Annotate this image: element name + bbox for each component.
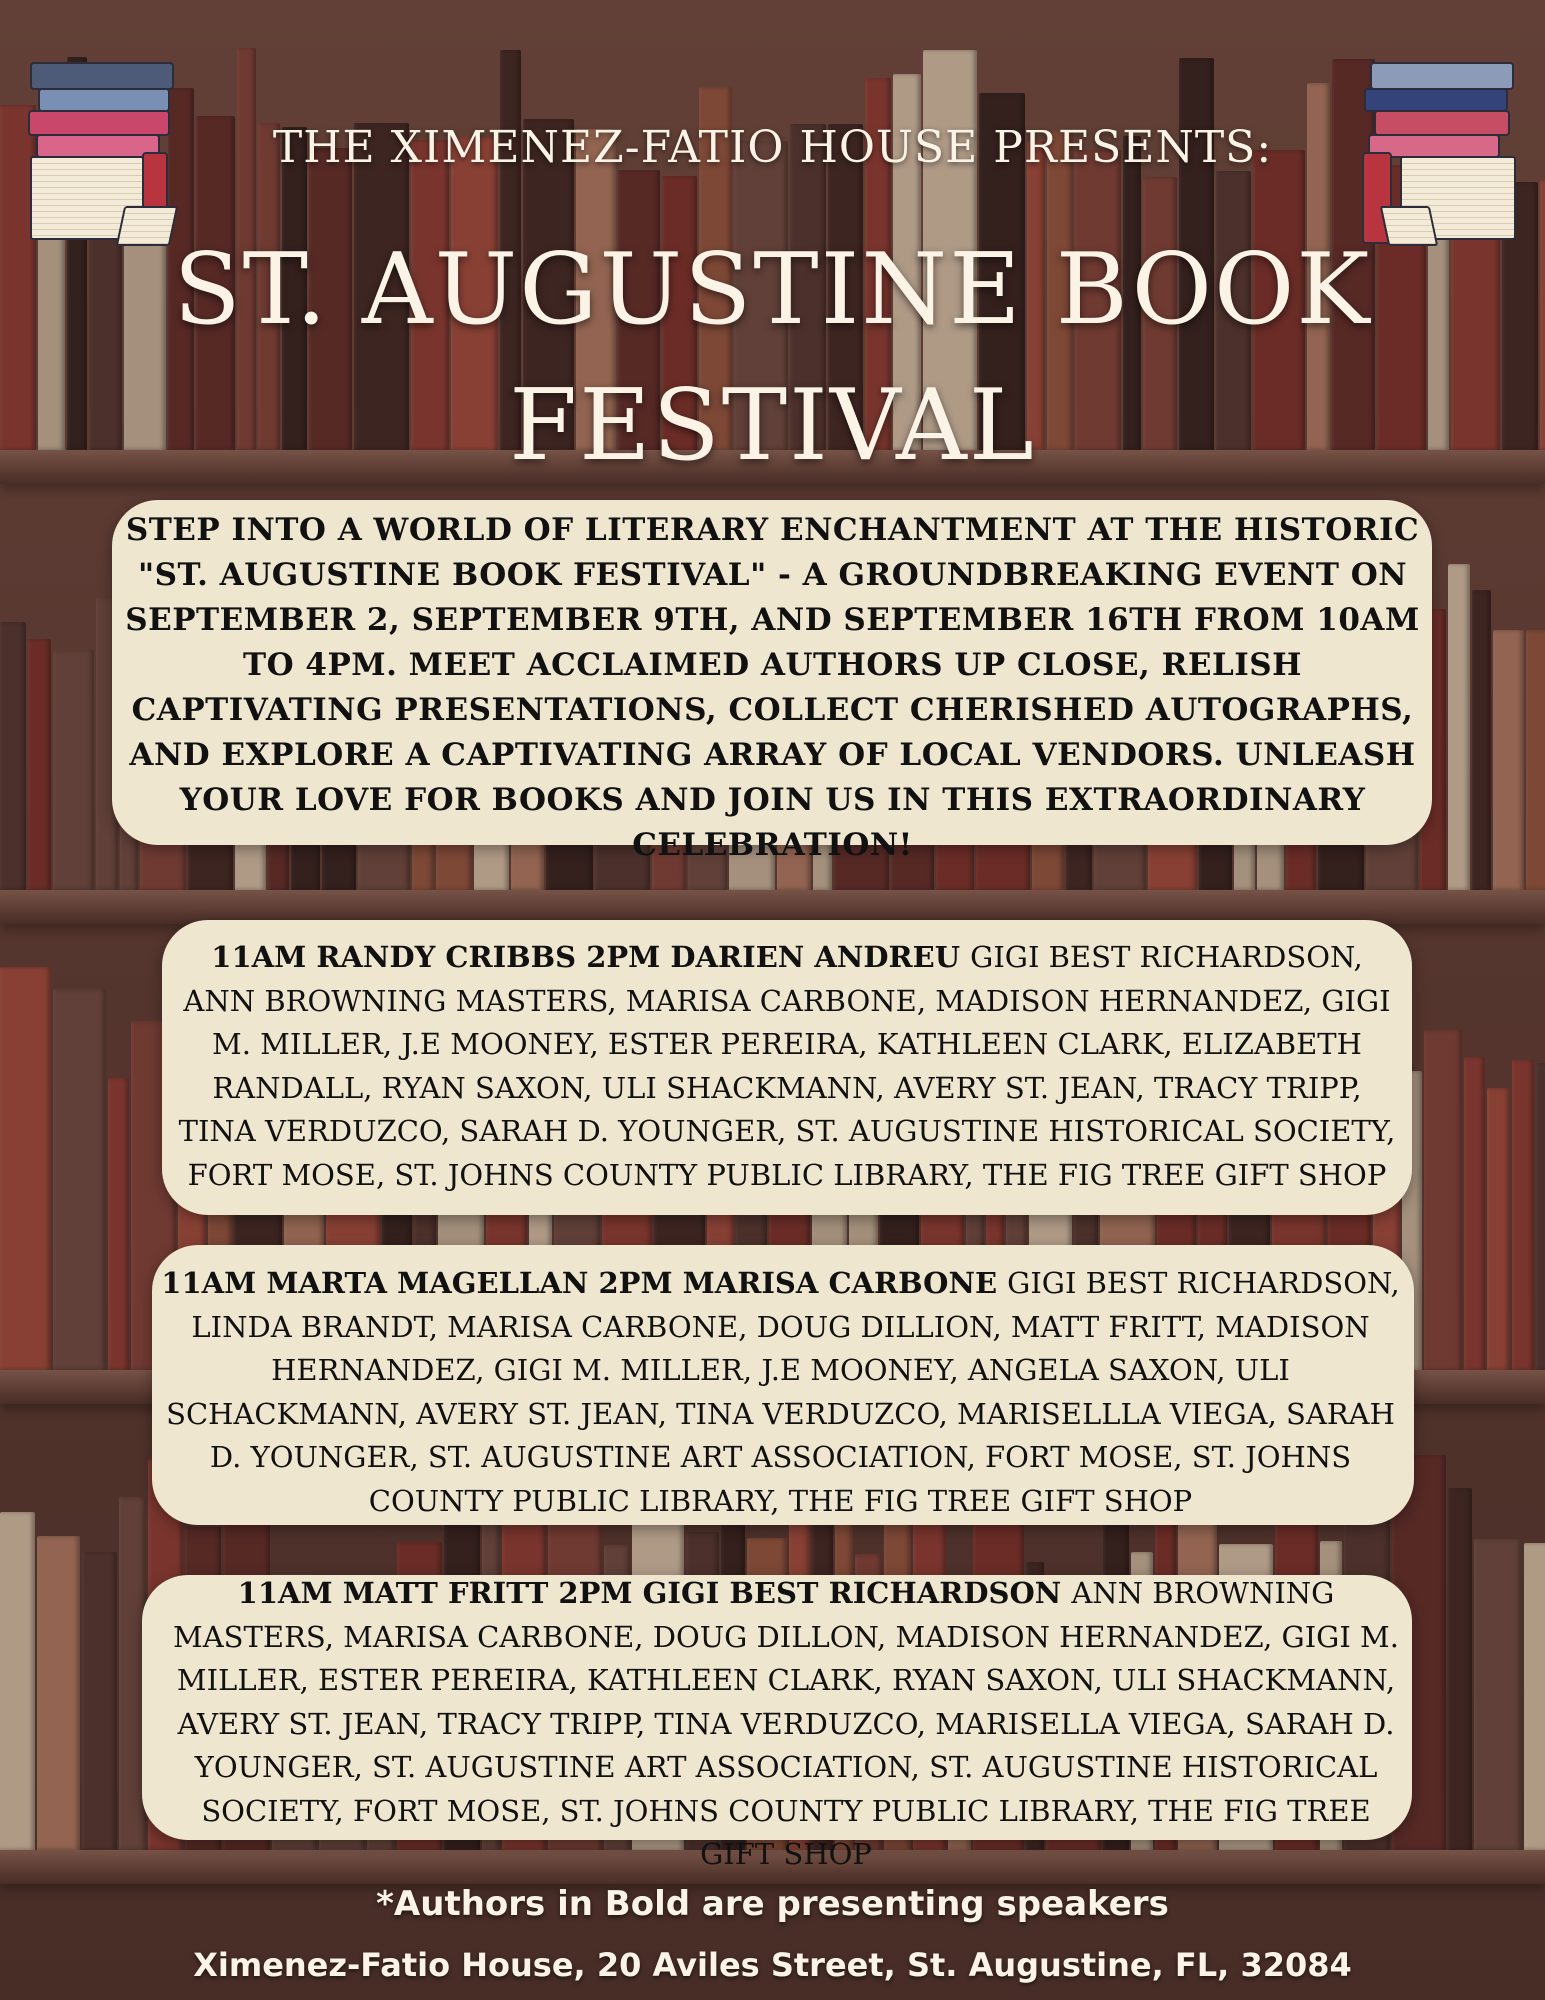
bold-authors-note: *Authors in Bold are presenting speakers — [376, 1884, 1169, 1924]
schedule-text-3 — [168, 1572, 1404, 1877]
attendee-list: GIGI BEST RICHARDSON, LINDA BRANDT, MARISA CARBONE, DOUG DILLION, MATT FRITT, MADISON HERNANDEZ, GIGI M. MILLER, J.E MOONEY, ANGELA SAXON, ULI SCHACKMANN, AVERY ST. JEAN, TINA VERDUZCO, MARISELLLA VIEGA, SARAH D. YOUNGER, ST. AUGUSTINE ART ASSOCIATION, FORT MOSE, ST. JOHNS COUNTY PUBLIC LIBRARY, THE FIG TREE GIFT SHOP — [166, 1266, 1400, 1518]
title-line-1: ST. AUGUSTINE BOOK — [173, 233, 1372, 347]
presenting-speakers: 11AM MATT FRITT 2PM GIGI BEST RICHARDSON — [237, 1576, 1072, 1610]
festival-title — [110, 222, 1435, 494]
schedule-text-2 — [158, 1262, 1403, 1523]
presenting-speakers: 11AM RANDY CRIBBS 2PM DARIEN ANDREU — [211, 940, 971, 974]
schedule-text-1 — [174, 936, 1400, 1197]
attendee-list: ANN BROWNING MASTERS, MARISA CARBONE, DOUG DILLON, MADISON HERNANDEZ, GIGI M. MILLER, ESTER PEREIRA, KATHLEEN CLARK, RYAN SAXON, ULI SHACKMANN, AVERY ST. JEAN, TRACY TRIPP, TINA VERDUZCO, MARISELLA VIEGA, SARAH D. YOUNGER, ST. AUGUSTINE ART ASSOCIATION, ST. AUGUSTINE HISTORICAL SOCIETY, FORT MOSE, ST. JOHNS COUNTY PUBLIC LIBRARY, THE FIG TREE GIFT SHOP — [173, 1576, 1399, 1871]
attendee-list: GIGI BEST RICHARDSON, ANN BROWNING MASTERS, MARISA CARBONE, MADISON HERNANDEZ, GIGI M. MILLER, J.E MOONEY, ESTER PEREIRA, KATHLEEN CLARK, ELIZABETH RANDALL, RYAN SAXON, ULI SHACKMANN, AVERY ST. JEAN, TRACY TRIPP, TINA VERDUZCO, SARAH D. YOUNGER, ST. AUGUSTINE HISTORICAL SOCIETY, FORT MOSE, ST. JOHNS COUNTY PUBLIC LIBRARY, THE FIG TREE GIFT SHOP — [178, 940, 1396, 1192]
venue-address: Ximenez-Fatio House, 20 Aviles Street, St. Augustine, FL, 32084 — [193, 1946, 1352, 1984]
title-line-2: FESTIVAL — [509, 369, 1036, 483]
intro-text: STEP INTO A WORLD OF LITERARY ENCHANTMENT AT THE HISTORIC "ST. AUGUSTINE BOOK FESTIVAL" - A GROUNDBREAKING EVENT ON SEPTEMBER 2, SEPTEMBER 9TH, AND SEPTEMBER 16TH FROM 10AM TO 4PM. MEET ACCLAIMED AUTHORS UP CLOSE, RELISH CAPTIVATING PRESENTATIONS, COLLECT CHERISHED AUTOGRAPHS, AND EXPLORE A CAPTIVATING ARRAY OF LOCAL VENDORS. UNLEASH YOUR LOVE FOR BOOKS AND JOIN US IN THIS EXTRAORDINARY CELEBRATION! — [125, 512, 1420, 863]
presenter-line: THE XIMENEZ-FATIO HOUSE PRESENTS: — [272, 122, 1273, 173]
presenting-speakers: 11AM MARTA MAGELLAN 2PM MARISA CARBONE — [161, 1266, 1008, 1300]
